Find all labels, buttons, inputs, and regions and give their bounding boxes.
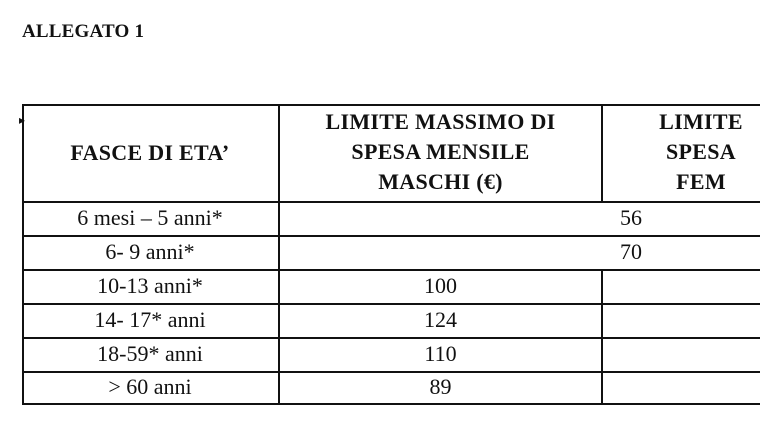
- age-band-cell: 6- 9 anni*: [105, 239, 195, 264]
- row-rule: [22, 303, 760, 305]
- age-bands-header-text: FASCE DI ETA’: [70, 140, 230, 165]
- male-limit-header-line-2: SPESA MENSILE: [351, 139, 530, 164]
- margin-marker: ▸: [19, 113, 26, 127]
- male-limit-value: 124: [424, 307, 457, 332]
- age-band-cell: 10-13 anni*: [97, 273, 203, 298]
- document-heading: ALLEGATO 1: [22, 21, 145, 42]
- age-band-cell: 18-59* anni: [97, 341, 203, 366]
- male-limit-header: [280, 107, 601, 197]
- header-bottom-rule: [22, 201, 760, 203]
- male-limit-value: 89: [429, 374, 452, 399]
- female-limit-header: [603, 107, 760, 197]
- row-rule: [22, 269, 760, 271]
- table-top-border: [22, 104, 760, 106]
- merged-limit-value: 56: [620, 205, 642, 230]
- merged-limit-value: 70: [620, 239, 642, 264]
- age-band-cell: > 60 anni: [108, 374, 192, 399]
- male-limit-header-line-1: LIMITE MASSIMO DI: [325, 109, 556, 134]
- male-limit-header-line-3: MASCHI (€): [378, 169, 503, 194]
- age-band-cell: 14- 17* anni: [94, 307, 206, 332]
- female-limit-header-line-2: SPESA: [666, 139, 736, 164]
- female-limit-header-line-3: FEM: [676, 169, 726, 194]
- row-rule: [22, 235, 760, 237]
- row-rule: [22, 337, 760, 339]
- male-limit-value: 100: [424, 273, 457, 298]
- female-limit-header-line-1: LIMITE: [659, 109, 743, 134]
- age-bands-header: [22, 138, 278, 168]
- age-band-cell: 6 mesi – 5 anni*: [77, 205, 223, 230]
- row-rule: [22, 371, 760, 373]
- table-bottom-border: [22, 403, 760, 405]
- spending-limits-table: [19, 104, 760, 405]
- male-limit-value: 110: [424, 341, 457, 366]
- column-divider: [601, 269, 603, 405]
